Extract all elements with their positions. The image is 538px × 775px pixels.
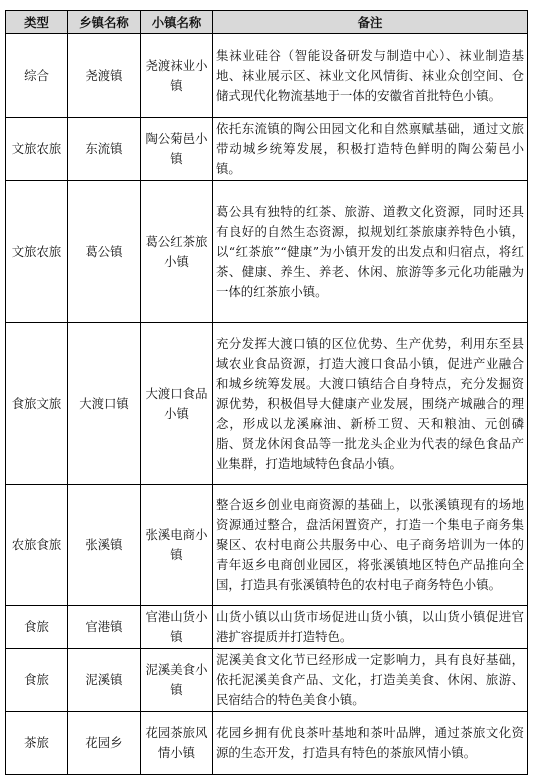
- township-cell: 官港镇: [68, 606, 141, 649]
- town-cell: 花园茶旅风情小镇: [141, 712, 213, 775]
- township-cell: 泥溪镇: [68, 649, 141, 712]
- table-row: [6, 712, 528, 775]
- towns-table: [5, 10, 528, 775]
- note-cell: 泥溪美食文化节已经形成一定影响力，具有良好基础，依托泥溪美食产品、文化，打造美美食、休闲、旅游、民宿结合的特色美食小镇。: [213, 649, 528, 712]
- type-cell: 茶旅: [6, 712, 68, 775]
- table-row: [6, 485, 528, 606]
- town-cell: 泥溪美食小镇: [141, 649, 213, 712]
- header-row: [6, 11, 528, 34]
- note-cell: 山货小镇以山货市场促进山货小镇，以山货小镇促进官港扩容提质并打造特色。: [213, 606, 528, 649]
- type-cell: 文旅农旅: [6, 181, 68, 323]
- table-row: [6, 606, 528, 649]
- township-cell: 尧渡镇: [68, 34, 141, 118]
- table-row: [6, 323, 528, 485]
- note-cell: 花园乡拥有优良茶叶基地和茶叶品牌，通过茶旅文化资源的生态开发，打造具有特色的茶旅风情小镇。: [213, 712, 528, 775]
- town-cell: 尧渡袜业小镇: [141, 34, 213, 118]
- header-township: 乡镇名称: [68, 11, 141, 34]
- type-cell: 食旅文旅: [6, 323, 68, 485]
- type-cell: 食旅: [6, 606, 68, 649]
- town-cell: 葛公红茶旅小镇: [141, 181, 213, 323]
- table-row: [6, 34, 528, 118]
- note-cell: 葛公具有独特的红茶、旅游、道教文化资源，同时还具有良好的自然生态资源，拟规划红茶旅康养特色小镇，以“红茶旅”“健康”为小镇开发的出发点和归宿点，将红茶、健康、养生、养老、休闲、旅游等多元化功能融为一体的红茶旅小镇。: [213, 181, 528, 323]
- township-cell: 张溪镇: [68, 485, 141, 606]
- town-cell: 大渡口食品小镇: [141, 323, 213, 485]
- township-cell: 葛公镇: [68, 181, 141, 323]
- table-row: [6, 649, 528, 712]
- township-cell: 花园乡: [68, 712, 141, 775]
- town-cell: 官港山货小镇: [141, 606, 213, 649]
- header-type: 类型: [6, 11, 68, 34]
- table-row: [6, 118, 528, 181]
- table-row: [6, 181, 528, 323]
- note-cell: 充分发挥大渡口镇的区位优势、生产优势，利用东至县域农业食品资源，打造大渡口食品小镇，促进产业融合和城乡统筹发展。大渡口镇结合自身特点，充分发掘资源优势，积极倡导大健康产业发展，围绕产城融合的理念，形成以龙溪麻油、新桥工贸、天和粮油、元创磷脂、贤龙休闲食品等一批龙头企业为代表的绿色食品产业集群，打造地域特色食品小镇。: [213, 323, 528, 485]
- header-town: 小镇名称: [141, 11, 213, 34]
- note-cell: 整合返乡创业电商资源的基础上，以张溪镇现有的场地资源通过整合，盘活闲置资产，打造一个集电子商务集聚区、农村电商公共服务中心、电子商务培训为一体的青年返乡电商创业园区，将张溪镇地区特色产品推向全国，打造具有张溪镇特色的农村电子商务特色小镇。: [213, 485, 528, 606]
- note-cell: 集袜业硅谷（智能设备研发与制造中心）、袜业制造基地、袜业展示区、袜业文化风情街、袜业众创空间、仓储式现代化物流基地于一体的安徽省首批特色小镇。: [213, 34, 528, 118]
- header-note: 备注: [213, 11, 528, 34]
- type-cell: 食旅: [6, 649, 68, 712]
- type-cell: 综合: [6, 34, 68, 118]
- town-cell: 张溪电商小镇: [141, 485, 213, 606]
- township-cell: 大渡口镇: [68, 323, 141, 485]
- type-cell: 农旅食旅: [6, 485, 68, 606]
- note-cell: 依托东流镇的陶公田园文化和自然禀赋基础，通过文旅带动城乡统筹发展，积极打造特色鲜明的陶公菊邑小镇。: [213, 118, 528, 181]
- township-cell: 东流镇: [68, 118, 141, 181]
- town-cell: 陶公菊邑小镇: [141, 118, 213, 181]
- type-cell: 文旅农旅: [6, 118, 68, 181]
